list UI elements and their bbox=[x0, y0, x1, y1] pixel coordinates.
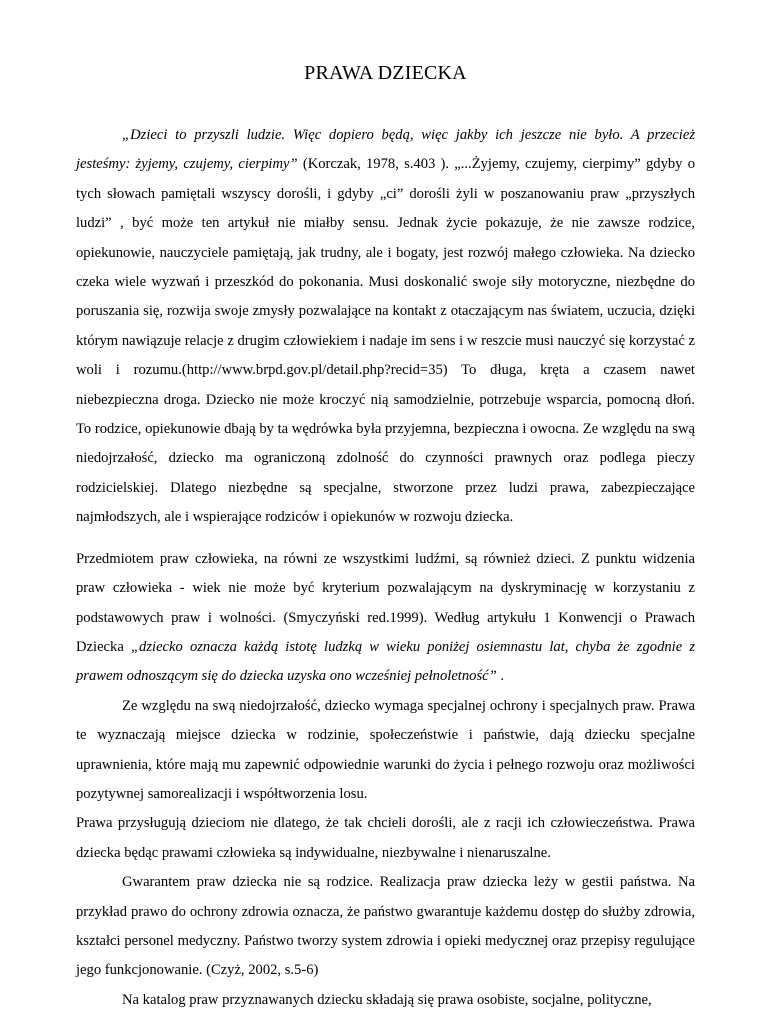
korczak-quote: „Dzieci to przyszli ludzie. Więc dopiero będą, więc jakby ich jeszcze nie było. A przecież jesteśmy: żyjemy, czujemy, cierpimy” bbox=[76, 127, 695, 173]
paragraph-intro bbox=[76, 121, 695, 533]
subject-end: . bbox=[496, 668, 505, 685]
subject-text: Przedmiotem praw człowieka, na równi ze wszystkimi ludźmi, są również dzieci. Z punktu widzenia praw człowieka - wiek nie może być kryterium pozwalającym na dyskryminację w korzystaniu z podstawowych praw i wolności. (Smyczyński red.1999). Według artykułu 1 Konwencji o Prawach Dziecka bbox=[76, 550, 695, 655]
paragraph-protection: Ze względu na swą niedojrzałość, dziecko wymaga specjalnej ochrony i specjalnych praw. Prawa te wyznaczają miejsce dziecka w rodzinie, społeczeństwie i państwie, dają dziecku specjalne uprawnienia, które mają mu zapewnić odpowiednie warunki do życia i pełnego rozwoju oraz możliwości pozytywnej samorealizacji i współtworzenia losu. bbox=[76, 697, 695, 802]
paragraph-guarantor: Gwarantem praw dziecka nie są rodzice. Realizacja praw dziecka leży w gestii państwa. Na przykład prawo do ochrony zdrowia oznacza, że państwo gwarantuje każdemu dostęp do służby zdrowia, kształci personel medyczny. Państwo tworzy system zdrowia i opieki medycznej oraz przepisy regulujące jego funkcjonowanie. (Czyż, 2002, s.5-6) bbox=[76, 874, 695, 979]
paragraph-humanity: Prawa przysługują dzieciom nie dlatego, że tak chcieli dorośli, ale z racji ich człowieczeństwa. Prawa dziecka będąc prawami człowieka są indywidualne, niezbywalne i nienaruszalne. bbox=[76, 815, 695, 861]
document-title: PRAWA DZIECKA bbox=[304, 62, 467, 84]
intro-text: (Korczak, 1978, s.403 ). „...Żyjemy, czujemy, cierpimy” gdyby o tych słowach pamiętali wszyscy dorośli, i gdyby „ci” dorośli żyli w poszanowaniu praw „przyszłych ludzi” , być może ten artykuł nie miałby sensu. Jednak życie pokazuje, że nie zawsze rodzice, opiekunowie, nauczyciele pamiętają, jak trudny, ale i bogaty, jest rozwój małego człowieka. Na dziecko czeka wiele wyzwań i przeszkód do pokonania. Musi doskonalić swoje siły motoryczne, niezbędne do poruszania się, rozwija swoje zmysły pozwalające na kontakt z otaczającym nas światem, uczucia, dzięki którym nawiązuje relacje z drugim człowiekiem i nadaje im sens i w reszcie musi nauczyć się korzystać z woli i rozumu.(http://www.brpd.gov.pl/detail.php?recid=35) To długa, kręta a czasem nawet niebezpieczna droga. Dziecko nie może kroczyć nią samodzielnie, potrzebuje wsparcia, pomocną dłoń. To rodzice, opiekunowie dbają by ta wędrówka była przyjemna, bezpieczna i owocna. Ze względu na swą niedojrzałość, dziecko ma ograniczoną zdolność do czynności prawnych oraz podlega pieczy rodzicielskiej. Dlatego niezbędne są specjalne, stworzone przez ludzi prawa, zabezpieczające najmłodszych, ale i wspierające rodziców i opiekunów w rozwoju dziecka. bbox=[76, 156, 696, 526]
paragraph-gap bbox=[76, 533, 695, 545]
paragraph-subject bbox=[76, 545, 695, 692]
convention-quote: „dziecko oznacza każdą istotę ludzką w wieku poniżej osiemnastu lat, chyba że zgodnie z prawem odnoszącym się do dziecka uzyska ono wcześniej pełnoletność” bbox=[76, 638, 695, 685]
paragraph-catalog: Na katalog praw przyznawanych dziecku składają się prawa osobiste, socjalne, polityczne, bbox=[122, 991, 652, 1008]
document-body bbox=[76, 121, 695, 1015]
